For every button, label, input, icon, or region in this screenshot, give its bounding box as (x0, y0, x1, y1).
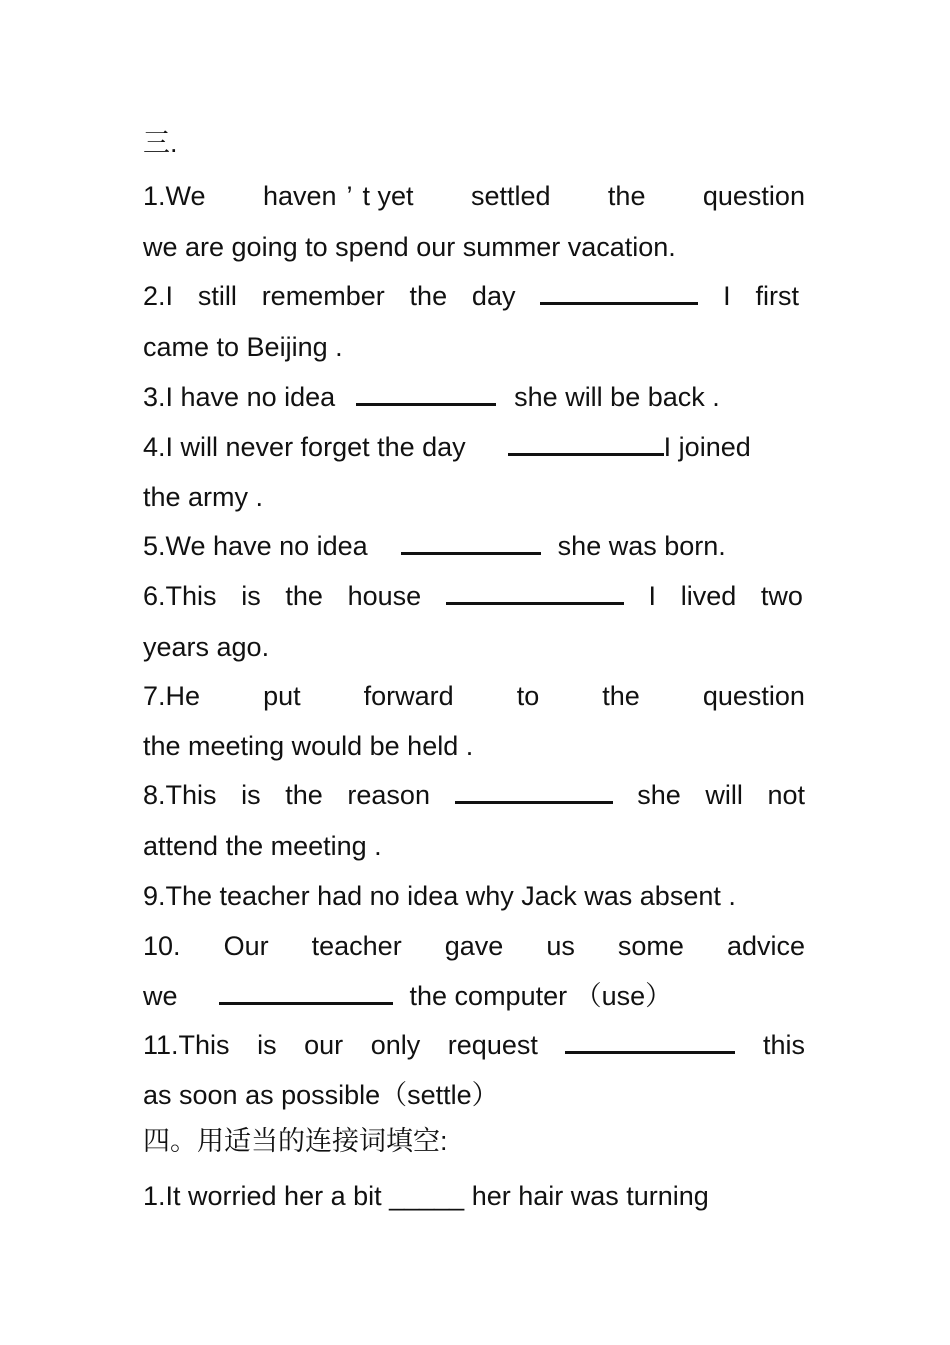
question-2-line-1: 2.I still remember the day I first (143, 281, 799, 311)
question-10-line-2: we the computer （use） (143, 981, 673, 1011)
question-7-line-2: the meeting would be held . (143, 731, 474, 761)
section-4-heading: 四。用适当的连接词填空: (143, 1126, 448, 1156)
question-1-line-2: we are going to spend our summer vacation. (143, 232, 676, 262)
section-3-heading: 三. (143, 128, 178, 158)
word-group: haven ’ t yet (262, 181, 414, 211)
question-6-line-2: years ago. (143, 632, 270, 662)
question-1-line-1 (143, 180, 805, 212)
word: settled (470, 181, 551, 211)
question-5: 5.We have no idea she was born. (143, 531, 726, 561)
answer-blank[interactable] (508, 433, 664, 456)
word: question (702, 181, 805, 211)
question-4-line-1: 4.I will never forget the day I joined (143, 432, 751, 462)
answer-blank[interactable] (401, 532, 541, 555)
question-7-line-1: 7.He put forward to the question (143, 681, 805, 711)
question-11-line-2: as soon as possible（settle） (143, 1080, 499, 1110)
answer-blank[interactable] (455, 781, 613, 804)
word: 1.We (143, 181, 206, 211)
question-8-line-1: 8.This is the reason she will not (143, 780, 805, 810)
question-2-line-2: came to Beijing . (143, 332, 343, 362)
question-8-line-2: attend the meeting . (143, 831, 382, 861)
question-9: 9.The teacher had no idea why Jack was absent . (143, 881, 736, 911)
answer-blank[interactable] (540, 282, 698, 305)
question-6-line-1: 6.This is the house I lived two (143, 581, 803, 611)
answer-blank[interactable] (356, 383, 496, 406)
question-11-line-1: 11.This is our only request this (143, 1030, 805, 1060)
answer-blank[interactable] (565, 1031, 735, 1054)
section-4-question-1: 1.It worried her a bit _____ her hair was turning (143, 1181, 709, 1211)
question-4-line-2: the army . (143, 482, 264, 512)
question-10-line-1: 10. Our teacher gave us some advice (143, 931, 805, 961)
answer-blank[interactable] (219, 982, 393, 1005)
answer-blank[interactable] (446, 582, 624, 605)
question-3: 3.I have no idea she will be back . (143, 382, 720, 412)
word: the (607, 181, 646, 211)
